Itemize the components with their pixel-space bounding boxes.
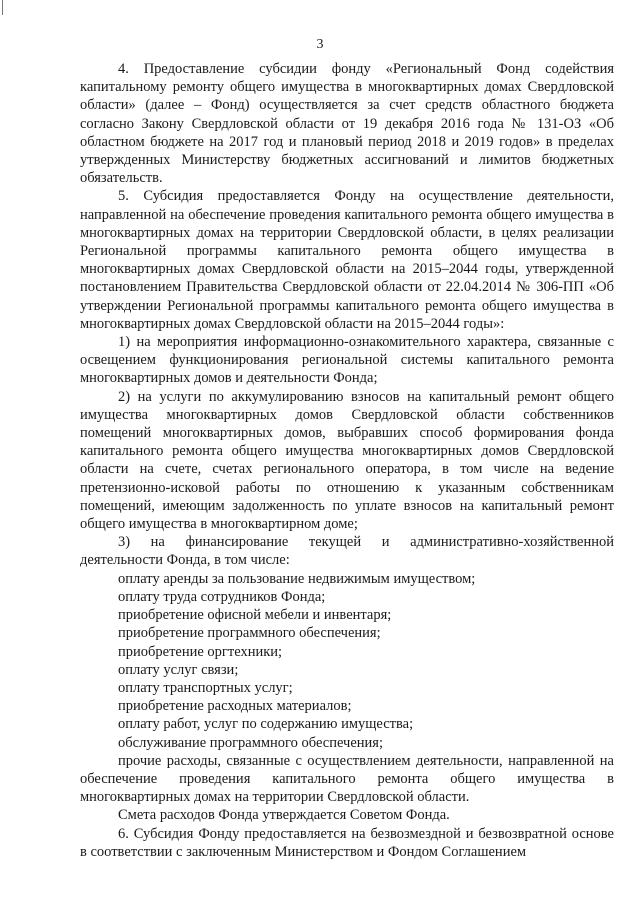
expense-item: приобретение программного обеспечения; — [118, 625, 381, 642]
paragraph-6: 6. Субсидия Фонду предоставляется на безвозмездной и безвозвратной основе в соответствии с заключенным Министерством и Фондом Соглашением — [80, 825, 614, 860]
other-expenses-paragraph: прочие расходы, связанные с осуществлением деятельности, направленной на обеспечение проведения капитального ремонта общего имущества в многоквартирных домах на территории Свердловской области. — [80, 752, 614, 806]
expense-item: оплату труда сотрудников Фонда; — [118, 588, 326, 605]
expense-item: оплату транспортных услуг; — [118, 679, 293, 696]
scan-edge-mark — [2, 0, 3, 15]
paragraph-5: 5. Субсидия предоставляется Фонду на осуществление деятельности, направленной на обеспечение проведения капитального ремонта общего имущества в многоквартирных домах на территории Свердловской области, в целях реализации Региональной программы капитального ремонта общего имущества в многоквартирных домах Свердловской области на 2015–2044 годы, утвержденной постановлением Правительства Свердловской области от 22.04.2014 № 306-ПП «Об утверждении Региональной программы капитального ремонта общего имущества в многоквартирных домах Свердловской области на 2015–2044 годы»: — [80, 188, 614, 332]
expense-item: обслуживание программного обеспечения; — [118, 734, 383, 751]
expense-item: приобретение расходных материалов; — [118, 698, 352, 715]
paragraph-4: 4. Предоставление субсидии фонду «Региональный Фонд содействия капитальному ремонту общего имущества в многоквартирных домах Свердловской области» (далее – Фонд) осуществляется за счет средств областного бюджета согласно Закону Свердловской области от 19 декабря 2016 года № 131-ОЗ «Об областном бюджете на 2017 год и плановый период 2018 и 2019 годов» в пределах утвержденных Министерству бюджетных ассигнований и лимитов бюджетных обязательств. — [80, 61, 614, 187]
expense-item: приобретение оргтехники; — [118, 643, 283, 660]
expense-item: оплату работ, услуг по содержанию имущества; — [118, 716, 414, 733]
expense-item: приобретение офисной мебели и инвентаря; — [118, 607, 392, 624]
estimate-paragraph: Смета расходов Фонда утверждается Советом Фонда. — [118, 807, 450, 824]
page-number: 3 — [316, 37, 324, 52]
item-1: 1) на мероприятия информационно-ознакомительного характера, связанные с освещением функционирования региональной системы капитального ремонта многоквартирных домов и деятельности Фонда; — [80, 334, 614, 387]
item-2: 2) на услуги по аккумулированию взносов на капитальный ремонт общего имущества многоквартирных домов Свердловской области собственников помещений многоквартирных домов, выбравших способ формирования фонда капитального ремонта общего имущества многоквартирных домов Свердловской области на счете, счетах регионального оператора, в том числе на ведение претензионно-исковой работы по отношению к указанным собственникам помещений, имеющим задолженность по уплате взносов на капитальный ремонт общего имущества в многоквартирном доме; — [80, 388, 614, 533]
expense-item: оплату услуг связи; — [118, 661, 239, 678]
expense-item: оплату аренды за пользование недвижимым имуществом; — [118, 570, 476, 587]
item-3: 3) на финансирование текущей и административно-хозяйственной деятельности Фонда, в том числе: — [80, 534, 614, 569]
document-body — [80, 60, 614, 861]
